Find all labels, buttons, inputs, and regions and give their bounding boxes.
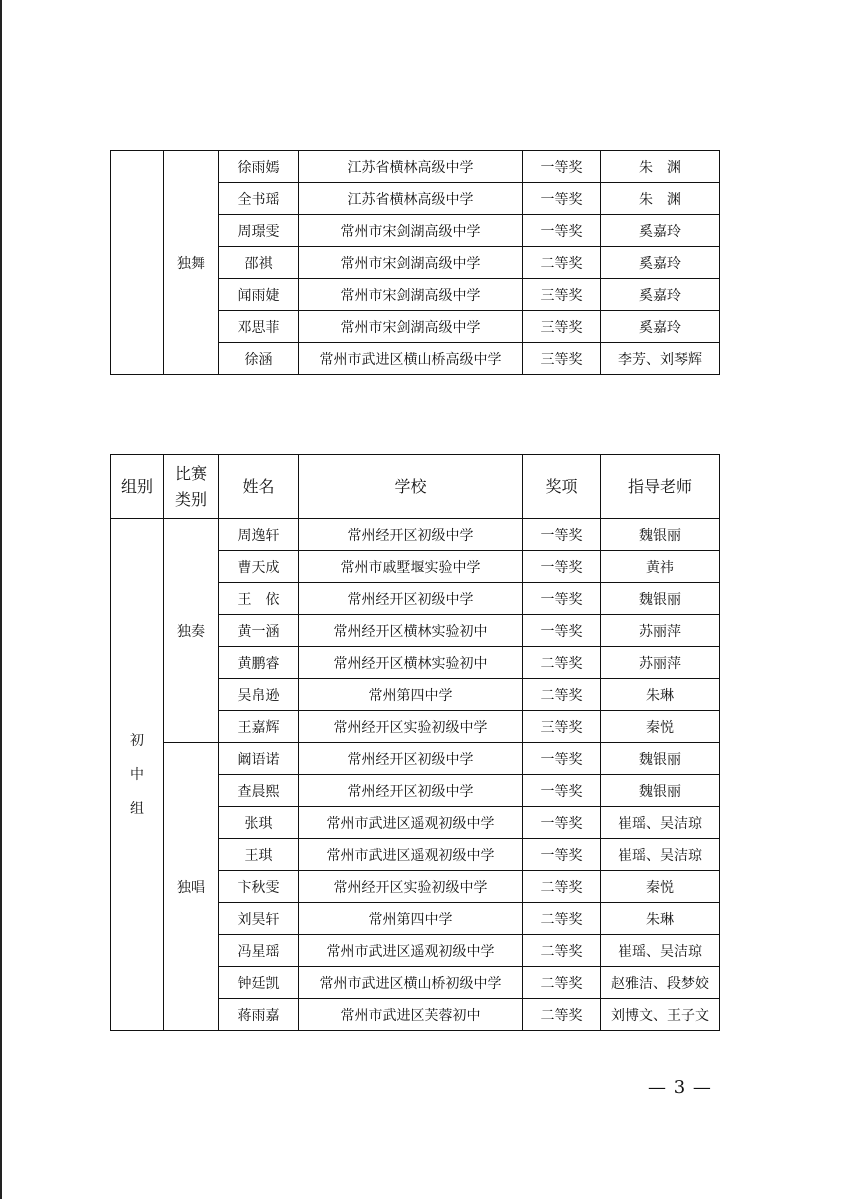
group-cell xyxy=(111,519,164,1031)
name-cell: 查晨熙 xyxy=(219,775,299,807)
school-cell: 常州市宋剑湖高级中学 xyxy=(299,311,523,343)
page-edge-line xyxy=(0,0,2,1199)
category-cell-solo-instrument: 独奏 xyxy=(164,519,219,743)
award-cell: 一等奖 xyxy=(523,807,601,839)
school-cell: 常州经开区横林实验初中 xyxy=(299,615,523,647)
award-cell: 一等奖 xyxy=(523,551,601,583)
school-cell: 常州经开区横林实验初中 xyxy=(299,647,523,679)
award-cell: 二等奖 xyxy=(523,247,601,279)
group-char: 中 xyxy=(130,766,144,783)
teacher-cell: 崔瑶、吴洁琼 xyxy=(601,839,720,871)
school-cell: 常州经开区初级中学 xyxy=(299,583,523,615)
teacher-cell: 朱 渊 xyxy=(601,151,720,183)
header-name: 姓名 xyxy=(219,455,299,519)
teacher-cell: 奚嘉玲 xyxy=(601,247,720,279)
award-cell: 二等奖 xyxy=(523,871,601,903)
group-char: 组 xyxy=(130,800,144,817)
award-cell: 一等奖 xyxy=(523,775,601,807)
teacher-cell: 赵雅洁、段梦姣 xyxy=(601,967,720,999)
school-cell: 常州市戚墅堰实验中学 xyxy=(299,551,523,583)
teacher-cell: 魏银丽 xyxy=(601,775,720,807)
teacher-cell: 黄祎 xyxy=(601,551,720,583)
header-category-line1: 比赛 xyxy=(174,463,207,483)
name-cell: 刘昊轩 xyxy=(219,903,299,935)
header-category-line2: 类别 xyxy=(174,489,207,509)
teacher-cell: 魏银丽 xyxy=(601,519,720,551)
header-row xyxy=(111,455,720,519)
teacher-cell: 秦悦 xyxy=(601,711,720,743)
award-cell: 一等奖 xyxy=(523,583,601,615)
name-cell: 王 依 xyxy=(219,583,299,615)
category-cell: 独舞 xyxy=(164,151,219,375)
school-cell: 常州市武进区横山桥高级中学 xyxy=(299,343,523,375)
school-cell: 常州经开区初级中学 xyxy=(299,743,523,775)
name-cell: 黄鹏睿 xyxy=(219,647,299,679)
award-cell: 二等奖 xyxy=(523,999,601,1031)
award-cell: 一等奖 xyxy=(523,151,601,183)
teacher-cell: 朱琳 xyxy=(601,903,720,935)
school-cell: 常州第四中学 xyxy=(299,903,523,935)
teacher-cell: 奚嘉玲 xyxy=(601,279,720,311)
page-number: — 3 — xyxy=(648,1077,712,1098)
table-row xyxy=(111,519,720,551)
award-table-junior xyxy=(110,454,720,1031)
name-cell: 王嘉辉 xyxy=(219,711,299,743)
teacher-cell: 魏银丽 xyxy=(601,743,720,775)
award-cell: 三等奖 xyxy=(523,711,601,743)
table-row xyxy=(111,743,720,775)
award-cell: 一等奖 xyxy=(523,215,601,247)
award-cell: 一等奖 xyxy=(523,519,601,551)
award-cell: 二等奖 xyxy=(523,935,601,967)
teacher-cell: 刘博文、王子文 xyxy=(601,999,720,1031)
school-cell: 常州市宋剑湖高级中学 xyxy=(299,215,523,247)
name-cell: 卞秋雯 xyxy=(219,871,299,903)
group-char: 初 xyxy=(130,732,144,749)
name-cell: 周逸轩 xyxy=(219,519,299,551)
teacher-cell: 苏丽萍 xyxy=(601,647,720,679)
name-cell: 黄一涵 xyxy=(219,615,299,647)
name-cell: 徐雨嫣 xyxy=(219,151,299,183)
name-cell: 全书瑶 xyxy=(219,183,299,215)
group-cell-empty xyxy=(111,151,164,375)
school-cell: 常州经开区初级中学 xyxy=(299,519,523,551)
school-cell: 常州市武进区遥观初级中学 xyxy=(299,839,523,871)
award-cell: 三等奖 xyxy=(523,311,601,343)
name-cell: 蒋雨嘉 xyxy=(219,999,299,1031)
name-cell: 张琪 xyxy=(219,807,299,839)
school-cell: 常州市武进区芙蓉初中 xyxy=(299,999,523,1031)
header-teacher: 指导老师 xyxy=(601,455,720,519)
award-cell: 二等奖 xyxy=(523,679,601,711)
school-cell: 常州市武进区遥观初级中学 xyxy=(299,807,523,839)
school-cell: 常州第四中学 xyxy=(299,679,523,711)
name-cell: 邓思菲 xyxy=(219,311,299,343)
teacher-cell: 朱 渊 xyxy=(601,183,720,215)
teacher-cell: 魏银丽 xyxy=(601,583,720,615)
name-cell: 邵祺 xyxy=(219,247,299,279)
award-cell: 三等奖 xyxy=(523,279,601,311)
school-cell: 常州市宋剑湖高级中学 xyxy=(299,279,523,311)
award-table-continued xyxy=(110,150,720,375)
school-cell: 江苏省横林高级中学 xyxy=(299,183,523,215)
name-cell: 周璟雯 xyxy=(219,215,299,247)
name-cell: 徐涵 xyxy=(219,343,299,375)
school-cell: 常州经开区初级中学 xyxy=(299,775,523,807)
teacher-cell: 奚嘉玲 xyxy=(601,215,720,247)
award-cell: 一等奖 xyxy=(523,183,601,215)
school-cell: 常州市宋剑湖高级中学 xyxy=(299,247,523,279)
name-cell: 冯星瑶 xyxy=(219,935,299,967)
school-cell: 常州市武进区遥观初级中学 xyxy=(299,935,523,967)
teacher-cell: 秦悦 xyxy=(601,871,720,903)
teacher-cell: 李芳、刘琴辉 xyxy=(601,343,720,375)
name-cell: 王琪 xyxy=(219,839,299,871)
header-category xyxy=(164,455,219,519)
award-cell: 二等奖 xyxy=(523,903,601,935)
header-group: 组别 xyxy=(111,455,164,519)
school-cell: 常州市武进区横山桥初级中学 xyxy=(299,967,523,999)
header-award: 奖项 xyxy=(523,455,601,519)
school-cell: 常州经开区实验初级中学 xyxy=(299,711,523,743)
school-cell: 江苏省横林高级中学 xyxy=(299,151,523,183)
award-cell: 一等奖 xyxy=(523,839,601,871)
award-cell: 一等奖 xyxy=(523,743,601,775)
name-cell: 闻雨婕 xyxy=(219,279,299,311)
award-cell: 三等奖 xyxy=(523,343,601,375)
teacher-cell: 崔瑶、吴洁琼 xyxy=(601,935,720,967)
school-cell: 常州经开区实验初级中学 xyxy=(299,871,523,903)
name-cell: 曹天成 xyxy=(219,551,299,583)
teacher-cell: 朱琳 xyxy=(601,679,720,711)
award-cell: 一等奖 xyxy=(523,615,601,647)
category-cell-solo-vocal: 独唱 xyxy=(164,743,219,1031)
name-cell: 阚语诺 xyxy=(219,743,299,775)
name-cell: 吴帛逊 xyxy=(219,679,299,711)
teacher-cell: 崔瑶、吴洁琼 xyxy=(601,807,720,839)
header-school: 学校 xyxy=(299,455,523,519)
table-row xyxy=(111,151,720,183)
teacher-cell: 奚嘉玲 xyxy=(601,311,720,343)
name-cell: 钟廷凯 xyxy=(219,967,299,999)
award-cell: 二等奖 xyxy=(523,647,601,679)
teacher-cell: 苏丽萍 xyxy=(601,615,720,647)
award-cell: 二等奖 xyxy=(523,967,601,999)
